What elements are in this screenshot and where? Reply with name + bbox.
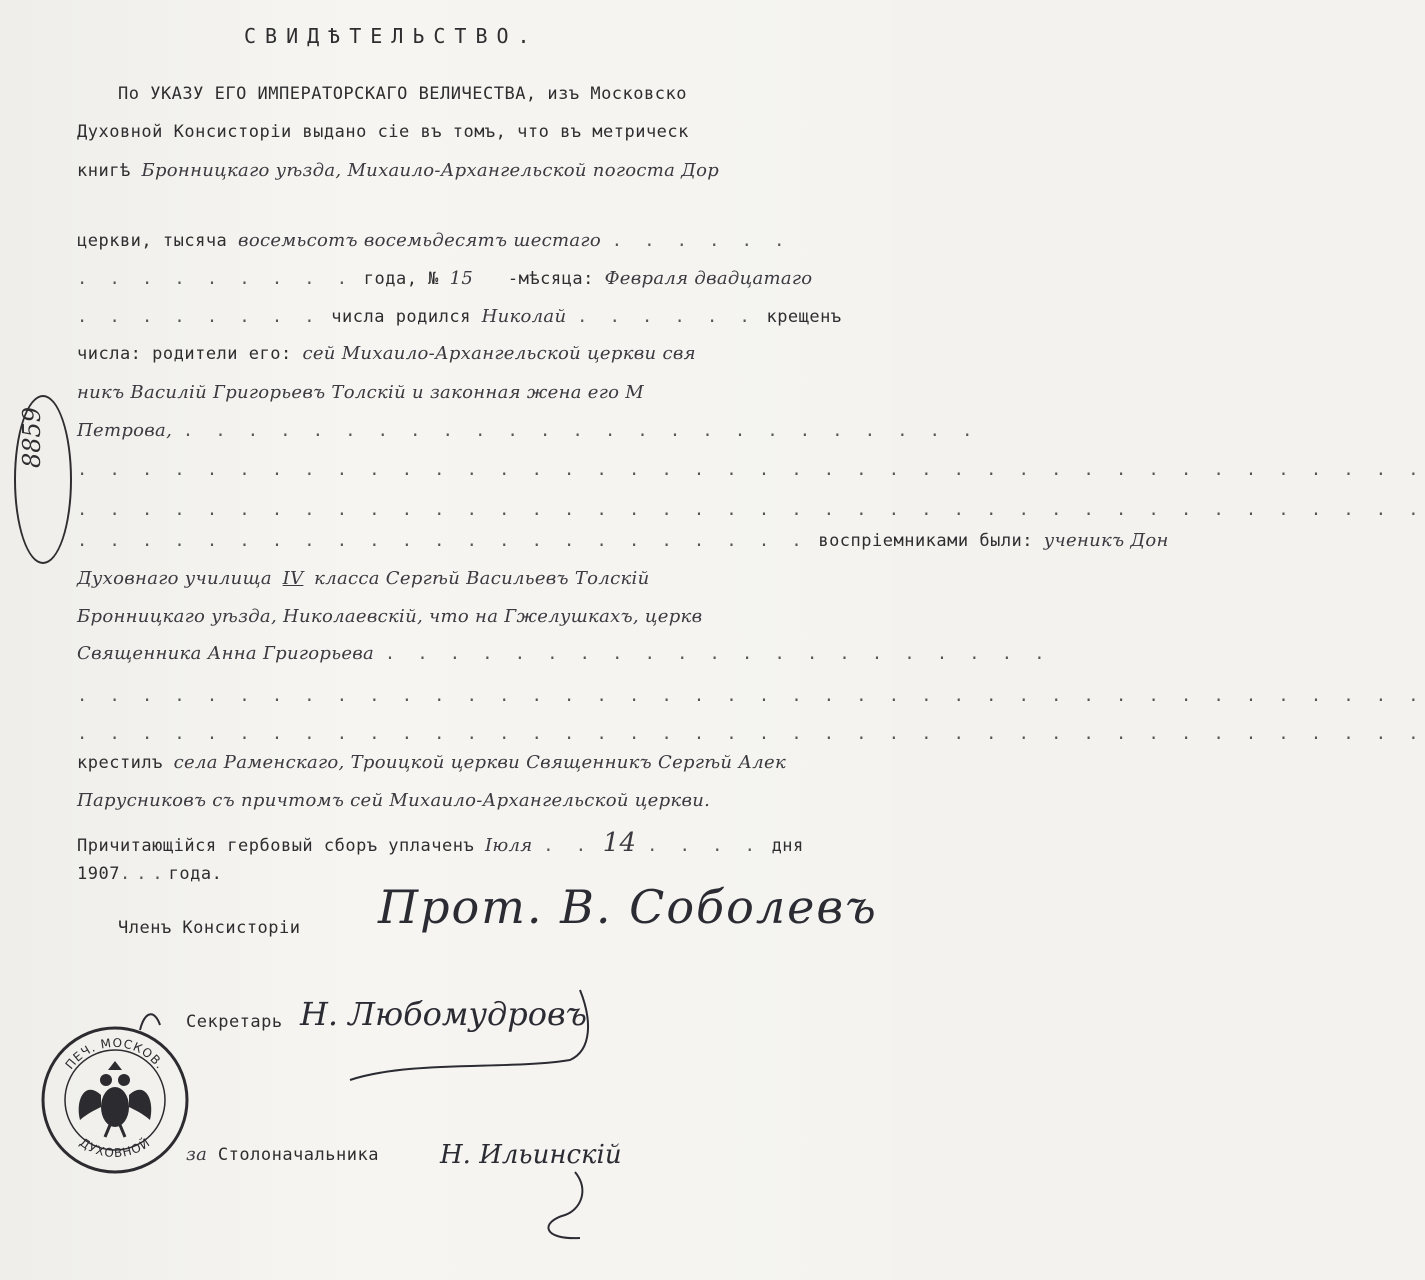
clerk-flourish <box>520 1170 610 1245</box>
intro-line-1 <box>118 84 687 104</box>
date-line <box>77 268 812 289</box>
dotted-line: . . . . . . . . . . . . . . . . . . . . . . . . . . . . . . . . . . . . . . . . . . <box>77 500 1425 520</box>
fee-line <box>77 828 804 858</box>
fee-day: 14 <box>602 828 637 858</box>
intro-typed-2: Духовной Консисторіи выдано сіе въ томъ, что въ метрическ <box>77 122 689 142</box>
double-headed-eagle-icon <box>79 1061 152 1137</box>
godparents-handwritten-3: класса Сергѣй Васильевъ Толскій <box>314 568 650 589</box>
parents-line-1 <box>77 343 696 364</box>
record-number: 15 <box>449 268 474 289</box>
godparents-line-1 <box>77 530 1169 551</box>
intro-line-2 <box>77 122 689 142</box>
svg-text:ДУХОВНОЙ <box>77 1134 153 1160</box>
godparents-line-4 <box>77 643 1050 664</box>
intro-typed-3: книгѣ <box>77 161 131 181</box>
godparents-line-2 <box>77 568 649 589</box>
baptism-line-2 <box>77 790 710 811</box>
member-signature: Прот. В. Соболевъ <box>378 880 878 934</box>
child-name: Николай <box>481 306 567 327</box>
date-handwritten: Февраля двадцатаго <box>604 268 813 289</box>
parents-typed: числа: родители его: <box>77 344 292 364</box>
baptism-typed: крестилъ <box>77 753 163 773</box>
dot-leader: . . . . . . . . . . . . . . . . . . . . . . . <box>77 531 808 551</box>
ink-mark-icon <box>135 1005 165 1035</box>
year-typed: церкви, тысяча <box>77 231 228 251</box>
godparents-handwritten-1: ученикъ Дон <box>1043 530 1169 551</box>
intro-handwritten-3: Бронницкаго уѣзда, Михаило-Архангельской погоста Дор <box>141 160 720 181</box>
year-handwritten: восемьсотъ восемьдесятъ шестаго <box>238 230 601 251</box>
parents-line-2 <box>77 382 644 403</box>
consistory-seal <box>40 1025 190 1175</box>
intro-typed-1: По УКАЗУ ЕГО ИМПЕРАТОРСКАГО ВЕЛИЧЕСТВА, изъ Московско <box>118 84 687 104</box>
dot-leader: . . . . . . . . . . . . . . . . . . . . . <box>384 644 1051 664</box>
dotted-line: . . . . . . . . . . . . . . . . . . . . . . . . . . . . . . . . . . . . . . . . . . <box>77 460 1425 480</box>
clerk-prefix: за <box>186 1144 208 1165</box>
seal-top-text: ПЕЧ. МОСКОВ. <box>62 1035 168 1072</box>
godparents-typed: воспріемниками были: <box>818 531 1034 551</box>
dot-leader: . . . . . . . . . <box>77 269 353 289</box>
godparents-handwritten-4: Бронницкаго уѣзда, Николаевскій, что на Гжелушкахъ, церкв <box>77 606 703 627</box>
dot-leader: . . <box>543 836 592 856</box>
baptism-handwritten-2: Парусниковъ съ причтомъ сей Михаило-Архангельской церкви. <box>77 790 711 811</box>
date-typed-1: года, № <box>363 269 439 289</box>
registration-number: 8859 <box>18 406 46 468</box>
baptism-handwritten-1: села Раменскаго, Троицкой церкви Священникъ Сергѣй Алек <box>173 752 787 773</box>
dotted-line: . . . . . . . . . . . . . . . . . . . . . . . . . . . . . . . . . . . . . . . . . . <box>77 686 1425 706</box>
fee-year: 1907 <box>77 864 120 884</box>
parents-line-3 <box>77 420 978 441</box>
dot-leader: . . . . . . . . <box>77 307 321 327</box>
secretary-signature: Н. Любомудровъ <box>300 995 587 1033</box>
dot-leader: . . . . . . <box>577 307 756 327</box>
clerk-line <box>186 1144 379 1165</box>
godparents-class: IV <box>282 568 304 589</box>
document-title: СВИДѢТЕЛЬСТВО. <box>244 24 539 48</box>
birth-line <box>77 306 842 327</box>
member-label: Членъ Консисторіи <box>118 918 301 938</box>
baptism-line-1 <box>77 752 786 773</box>
fee-typed-3: года. <box>168 864 223 884</box>
secretary-flourish <box>330 990 590 1100</box>
fee-month: Іюля <box>484 835 533 856</box>
parents-handwritten-1: сей Михаило-Архангельской церкви свя <box>302 343 696 364</box>
dot-leader: . . . . . . . . . . . . . . . . . . . . . . . . . <box>182 421 979 441</box>
dotted-line: . . . . . . . . . . . . . . . . . . . . . . . . . . . . . . . . . . . . . . . . . . <box>77 724 1425 744</box>
seal-bottom-text: ДУХОВНОЙ <box>77 1135 153 1161</box>
godparents-line-3 <box>77 606 702 627</box>
clerk-signature: Н. Ильинскій <box>440 1140 622 1170</box>
year-line <box>77 230 790 251</box>
date-typed-2: -мѣсяца: <box>507 269 594 289</box>
dot-leader: . . . . . . <box>611 231 791 251</box>
birth-typed-1: числа родился <box>331 307 471 327</box>
intro-line-3 <box>77 160 719 181</box>
godparents-handwritten-5: Священника Анна Григорьева <box>77 643 375 664</box>
dot-leader: ... <box>119 864 169 884</box>
fee-typed-1: Причитающійся гербовый сборъ уплаченъ <box>77 836 475 856</box>
fee-year-line <box>77 864 222 884</box>
parents-handwritten-2: никъ Василій Григорьевъ Толскій и законная жена его М <box>77 382 645 403</box>
clerk-label: Столоначальника <box>217 1145 379 1165</box>
dot-leader: . . . . <box>647 836 761 856</box>
godparents-handwritten-2: Духовнаго училища <box>77 568 272 589</box>
secretary-label: Секретарь <box>186 1012 283 1032</box>
birth-typed-2: крещенъ <box>766 307 842 327</box>
fee-typed-2: дня <box>771 836 804 856</box>
parents-handwritten-3: Петрова, <box>77 420 173 441</box>
